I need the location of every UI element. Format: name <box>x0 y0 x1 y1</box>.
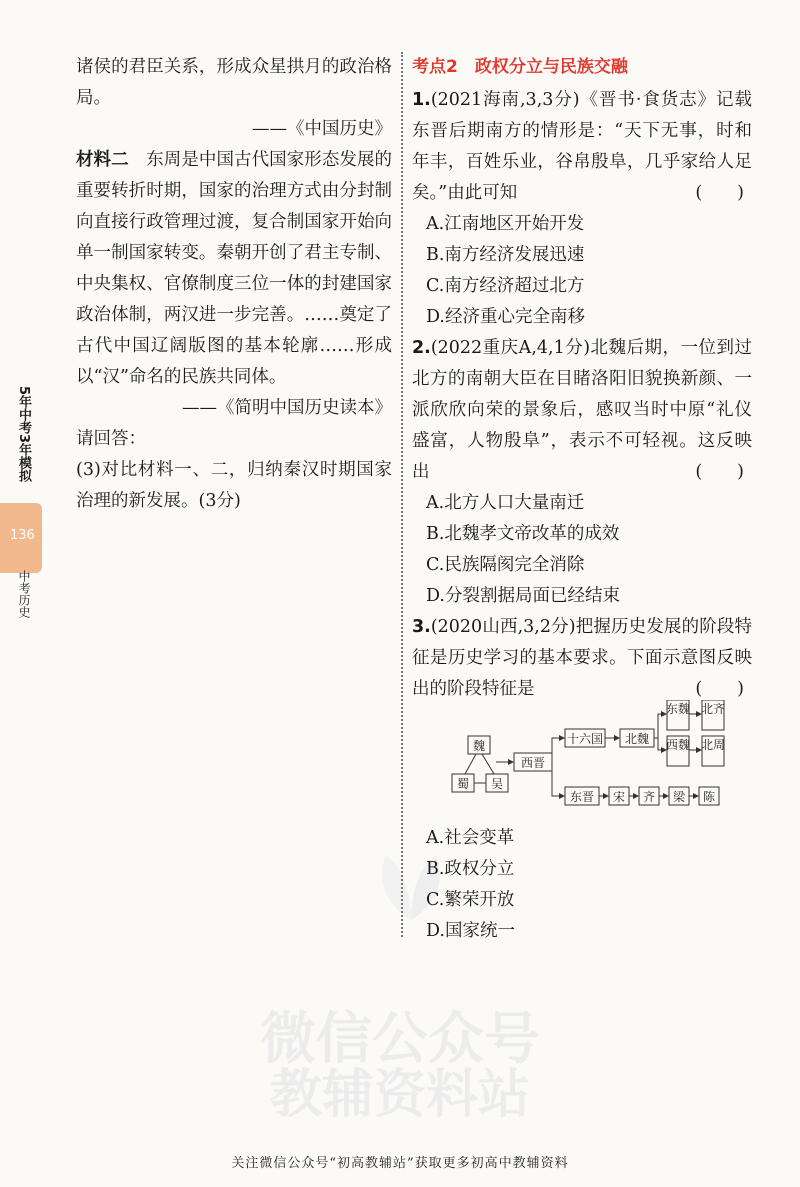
question-3-stem <box>412 612 752 705</box>
label-wei: 魏 <box>472 739 486 753</box>
q2-option-c[interactable]: C.民族隔阂完全消除 <box>426 555 585 575</box>
label-beiqi: 北齐 <box>700 702 726 716</box>
q3-option-d[interactable]: D.国家统一 <box>426 921 515 941</box>
q1-option-a[interactable]: A.江南地区开始开发 <box>426 214 585 234</box>
q3-option-b[interactable]: B.政权分立 <box>426 859 515 879</box>
label-dongwei: 东魏 <box>665 702 691 716</box>
dynasty-diagram <box>448 700 748 812</box>
side-subject: 中考历史 <box>17 570 31 618</box>
q1-option-c[interactable]: C.南方经济超过北方 <box>426 276 585 296</box>
source-1: ——《中国历史》 <box>252 119 392 139</box>
question-2 <box>412 333 752 612</box>
question-2-answer-blank[interactable]: ( ) <box>695 462 744 482</box>
q2-option-d[interactable]: D.分裂割据局面已经结束 <box>426 586 620 606</box>
question-2-number: 2. <box>412 338 431 358</box>
page-number: 136 <box>10 528 35 543</box>
watermark-line1: 微信公众号 <box>260 1007 540 1072</box>
label-song: 宋 <box>612 790 626 804</box>
label-xiwei: 西魏 <box>665 738 691 752</box>
q1-option-b[interactable]: B.南方经济发展迅速 <box>426 245 585 265</box>
q1-option-d[interactable]: D.经济重心完全南移 <box>426 307 585 327</box>
label-shiliuguo: 十六国 <box>566 732 604 746</box>
label-xijin: 西晋 <box>520 756 546 770</box>
arrow-to-dongwei <box>654 714 666 738</box>
right-column <box>412 52 752 947</box>
footer-note: 关注微信公众号“初高教辅站”获取更多初高中教辅资料 <box>231 1156 569 1171</box>
question-1-text: (2021海南,3,3分)《晋书·食货志》记载东晋后期南方的情形是：“天下无事，时和年丰，百姓乐业，谷帛殷阜，几乎家给人足矣。”由此可知 <box>412 90 752 203</box>
question-3-sub: (3)对比材料一、二，归纳秦汉时期国家治理的新发展。(3分) <box>76 460 392 511</box>
question-2-text: (2022重庆A,4,1分)北魏后期，一位到过北方的南朝大臣在目睹洛阳旧貌换新颜、一派欣欣向荣的景象后，感叹当时中原“礼仪盛富，人物殷阜”，表示不可轻视。这反映出 <box>412 338 752 482</box>
question-1-answer-blank[interactable]: ( ) <box>695 183 744 203</box>
question-2-stem <box>412 333 752 488</box>
arrow-to-xiwei <box>658 738 666 750</box>
label-shu: 蜀 <box>456 777 470 791</box>
material1-continuation: 诸侯的君臣关系，形成众星拱月的政治格局。 <box>76 57 392 108</box>
question-3-number: 3. <box>412 617 431 637</box>
watermark-line2: 教辅资料站 <box>269 1065 530 1125</box>
label-qi: 齐 <box>642 790 656 804</box>
question-1 <box>412 85 752 333</box>
label-beizhou: 北周 <box>700 738 726 752</box>
question-1-number: 1. <box>412 90 431 110</box>
material2-text: 东周是中国古代国家形态发展的重要转折时期，国家的治理方式由分封制向直接行政管理过渡，复合制国家开始向单一制国家转变。秦朝开创了君主专制、中央集权、官僚制度三位一体的封建国家政治体制，两汉进一步完善。……奠定了古代中国辽阔版图的基本轮廓……形成以“汉”命名的民族共同体。 <box>76 150 393 387</box>
material2 <box>76 145 392 393</box>
material2-label: 材料二 <box>76 150 129 170</box>
q2-option-b[interactable]: B.北魏孝文帝改革的成效 <box>426 524 620 544</box>
q3-option-c[interactable]: C.繁荣开放 <box>426 890 515 910</box>
link-wei-wu <box>482 754 494 774</box>
link-wei-shu <box>465 754 476 774</box>
arrow-to-shiliuguo <box>552 738 564 762</box>
question-1-stem <box>412 85 752 209</box>
section-heading: 考点2 政权分立与民族交融 <box>412 57 628 77</box>
column-divider <box>401 52 403 937</box>
label-beiwei: 北魏 <box>624 732 650 746</box>
label-dongjin: 东晋 <box>569 790 595 804</box>
question-3-answer-blank[interactable]: ( ) <box>695 679 744 699</box>
arrow-to-dongjin <box>552 762 564 796</box>
side-brand: 5年中考3年模拟 <box>16 386 31 483</box>
answer-prompt: 请回答： <box>76 429 146 449</box>
source-2: ——《简明中国历史读本》 <box>182 398 392 418</box>
label-wu: 吴 <box>490 777 504 791</box>
left-column <box>76 52 392 517</box>
question-3-text: (2020山西,3,2分)把握历史发展的阶段特征是历史学习的基本要求。下面示意图反映出的阶段特征是 <box>412 617 752 699</box>
label-liang: 梁 <box>672 790 686 804</box>
label-chen: 陈 <box>702 790 716 804</box>
q3-option-a[interactable]: A.社会变革 <box>426 828 515 848</box>
q2-option-a[interactable]: A.北方人口大量南迁 <box>426 493 585 513</box>
